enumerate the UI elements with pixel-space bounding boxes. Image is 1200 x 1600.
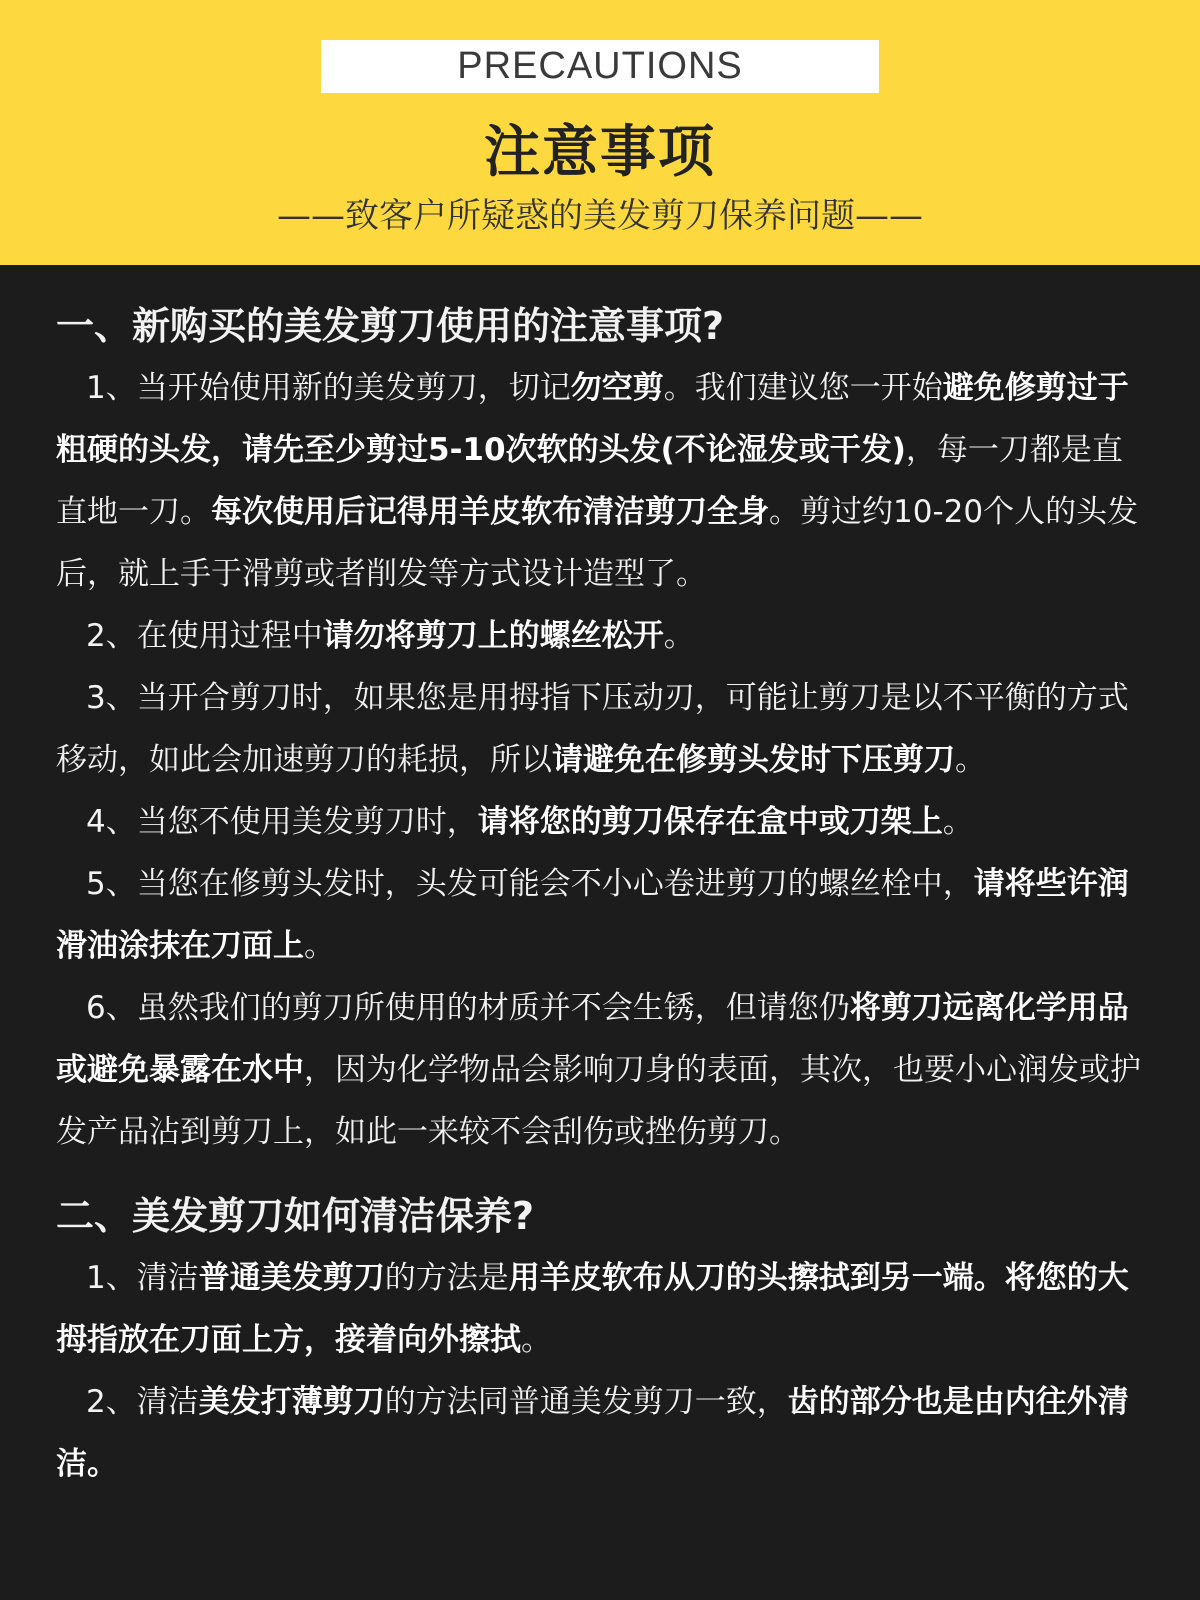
emphasis-text: 请避免在修剪头发时下压剪刀	[552, 742, 955, 778]
body-text: 。	[521, 1322, 552, 1358]
body-text: 1、清洁	[86, 1260, 199, 1296]
emphasis-text: 美发打薄剪刀	[198, 1384, 385, 1420]
emphasis-text: 勿空剪	[570, 370, 664, 406]
section-new-scissors	[56, 295, 1146, 1163]
paragraph	[56, 977, 1146, 1163]
body-text: 4、当您不使用美发剪刀时，	[86, 804, 478, 840]
body-text: 。	[955, 742, 986, 778]
paragraph	[56, 1247, 1146, 1371]
emphasis-text: 用羊皮软布从刀的头擦拭到另一端。将您的大拇指放在刀面上方，接着向外擦拭	[56, 1260, 1129, 1358]
body-text: 3、当开合剪刀时，如果您是用拇指下压动刃，可能让剪刀是以不平衡的方式移动，如此会加速剪刀的耗损，所以	[56, 680, 1129, 778]
page-title: 注意事项	[484, 120, 716, 185]
emphasis-text: 避免修剪过于粗硬的头发，请先至少剪过5-10次软的头发(不论湿发或干发)	[56, 370, 1129, 468]
page-subtitle: ——致客户所疑惑的美发剪刀保养问题——	[277, 196, 923, 236]
paragraph	[56, 357, 1146, 605]
body-text: 6、虽然我们的剪刀所使用的材质并不会生锈，但请您仍	[86, 990, 850, 1026]
emphasis-text: 普通美发剪刀	[198, 1260, 385, 1296]
section-title: 二、美发剪刀如何清洁保养?	[56, 1194, 535, 1238]
paragraph	[56, 853, 1146, 977]
body-text: 2、清洁	[86, 1384, 199, 1420]
body-text: ，因为化学物品会影响刀身的表面，其次，也要小心润发或护发产品沾到剪刀上，如此一来较不会刮伤或挫伤剪刀。	[56, 1052, 1141, 1150]
emphasis-text: 每次使用后记得用羊皮软布清洁剪刀全身	[211, 494, 769, 530]
emphasis-text: 请勿将剪刀上的螺丝松开	[322, 618, 664, 654]
emphasis-text: 请将您的剪刀保存在盒中或刀架上	[477, 804, 943, 840]
section-title: 一、新购买的美发剪刀使用的注意事项?	[56, 304, 725, 348]
precautions-tag: PRECAUTIONS	[321, 40, 879, 93]
paragraph	[56, 605, 1146, 667]
paragraph	[56, 667, 1146, 791]
emphasis-text: 将剪刀远离化学用品或避免暴露在水中	[56, 990, 1129, 1088]
paragraph	[56, 791, 1146, 853]
body-text: ，每一刀都是直直地一刀。	[56, 432, 1123, 530]
body-text: 1、当开始使用新的美发剪刀，切记	[86, 370, 571, 406]
section-cleaning	[56, 1185, 1146, 1495]
body-text: 的方法是	[384, 1260, 509, 1296]
paragraph	[56, 1371, 1146, 1495]
body-text: 。剪过约10-20个人的头发后，就上手于滑剪或者削发等方式设计造型了。	[56, 494, 1139, 592]
emphasis-text: 齿的部分也是由内往外清洁。	[56, 1384, 1129, 1482]
emphasis-text: 请将些许润滑油涂抹在刀面上	[56, 866, 1129, 964]
body-text: 5、当您在修剪头发时，头发可能会不小心卷进剪刀的螺丝栓中，	[86, 866, 974, 902]
header-banner	[0, 0, 1200, 265]
body-text: 。	[304, 928, 335, 964]
body-text: 。我们建议您一开始	[663, 370, 943, 406]
content-body	[56, 295, 1146, 1495]
body-text: 的方法同普通美发剪刀一致，	[384, 1384, 788, 1420]
body-text: 。	[942, 804, 974, 840]
body-text: 。	[663, 618, 695, 654]
body-text: 2、在使用过程中	[86, 618, 323, 654]
